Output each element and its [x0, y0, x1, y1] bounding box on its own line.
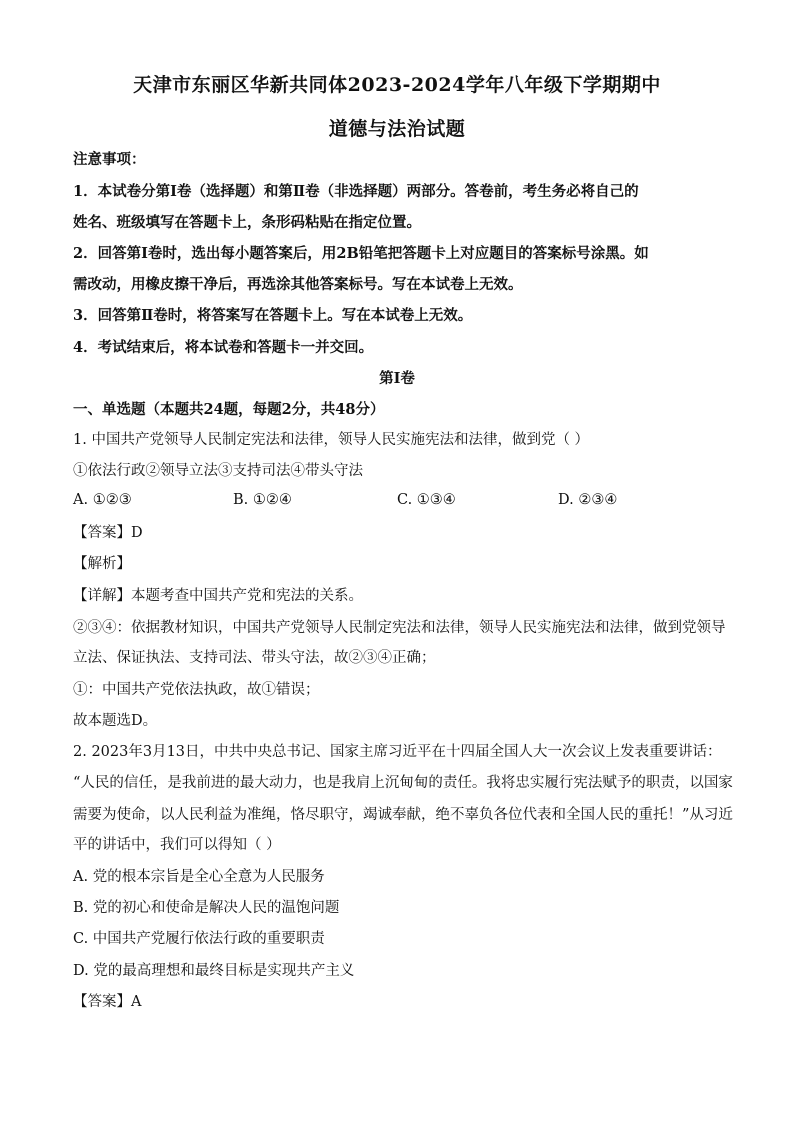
q1-options	[73, 492, 723, 512]
notice-heading: 注意事项：	[73, 151, 146, 168]
exam-title-line1: 天津市东丽区华新共同体2023-2024学年八年级下学期期中	[133, 74, 661, 96]
q1-explain-a: ②③④：依据教材知识，中国共产党领导人民制定宪法和法律，领导人民实施宪法和法律，做到党领导	[73, 620, 726, 636]
notice-item-2a: 2．回答第Ⅰ卷时，选出每小题答案后，用2B铅笔把答题卡上对应题目的答案标号涂黑。如	[73, 245, 649, 262]
q1-option-a: A. ①②③	[73, 492, 132, 508]
q1-conclusion: 故本题选D。	[73, 713, 158, 729]
notice-item-2b: 需改动，用橡皮擦干净后，再选涂其他答案标号。写在本试卷上无效。	[73, 276, 523, 293]
q2-option-b: B. 党的初心和使命是解决人民的温饱问题	[73, 900, 340, 916]
q1-answer: 【答案】D	[73, 525, 143, 541]
q2-stem-b: “人民的信任，是我前进的最大动力，也是我肩上沉甸甸的责任。我将忠实履行宪法赋予的职责，以国家	[73, 775, 733, 791]
q2-option-c: C. 中国共产党履行依法行政的重要职责	[73, 931, 325, 947]
notice-item-1a: 1．本试卷分第Ⅰ卷（选择题）和第Ⅱ卷（非选择题）两部分。答卷前，考生务必将自己的	[73, 183, 639, 200]
q2-answer: 【答案】A	[73, 994, 142, 1010]
notice-item-3: 3．回答第Ⅱ卷时，将答案写在答题卡上。写在本试卷上无效。	[73, 307, 473, 324]
q1-explain-b: 立法、保证执法、支持司法、带头守法，故②③④正确；	[73, 650, 436, 666]
notice-item-4: 4．考试结束后，将本试卷和答题卡一并交回。	[73, 339, 374, 356]
q1-option-d: D. ②③④	[558, 492, 618, 508]
q1-stem: 1. 中国共产党领导人民制定宪法和法律，领导人民实施宪法和法律，做到党（ ）	[73, 432, 590, 448]
q2-option-a: A. 党的根本宗旨是全心全意为人民服务	[73, 869, 325, 885]
q1-detail: 【详解】本题考查中国共产党和宪法的关系。	[73, 588, 363, 604]
section-heading: 一、单选题（本题共24题，每题2分，共48分）	[73, 401, 385, 418]
q2-stem-a: 2. 2023年3月13日，中共中央总书记、国家主席习近平在十四届全国人大一次会议上发表重要讲话：	[73, 744, 722, 760]
q1-explain-c: ①：中国共产党依法执政，故①错误；	[73, 682, 320, 698]
q2-stem-d: 平的讲话中，我们可以得知（ ）	[73, 837, 281, 853]
q1-analysis-label: 【解析】	[73, 556, 131, 572]
q1-items: ①依法行政②领导立法③支持司法④带头守法	[73, 463, 363, 479]
volume-heading: 第Ⅰ卷	[379, 370, 415, 387]
q2-stem-c: 需要为使命，以人民利益为准绳，恪尽职守，竭诚奉献，绝不辜负各位代表和全国人民的重托！”从习近	[73, 807, 733, 823]
exam-title-line2: 道德与法治试题	[328, 118, 466, 140]
q2-option-d: D. 党的最高理想和最终目标是实现共产主义	[73, 963, 355, 979]
q1-option-b: B. ①②④	[233, 492, 292, 508]
notice-item-1b: 姓名、班级填写在答题卡上，条形码粘贴在指定位置。	[73, 214, 421, 231]
q1-option-c: C. ①③④	[397, 492, 456, 508]
